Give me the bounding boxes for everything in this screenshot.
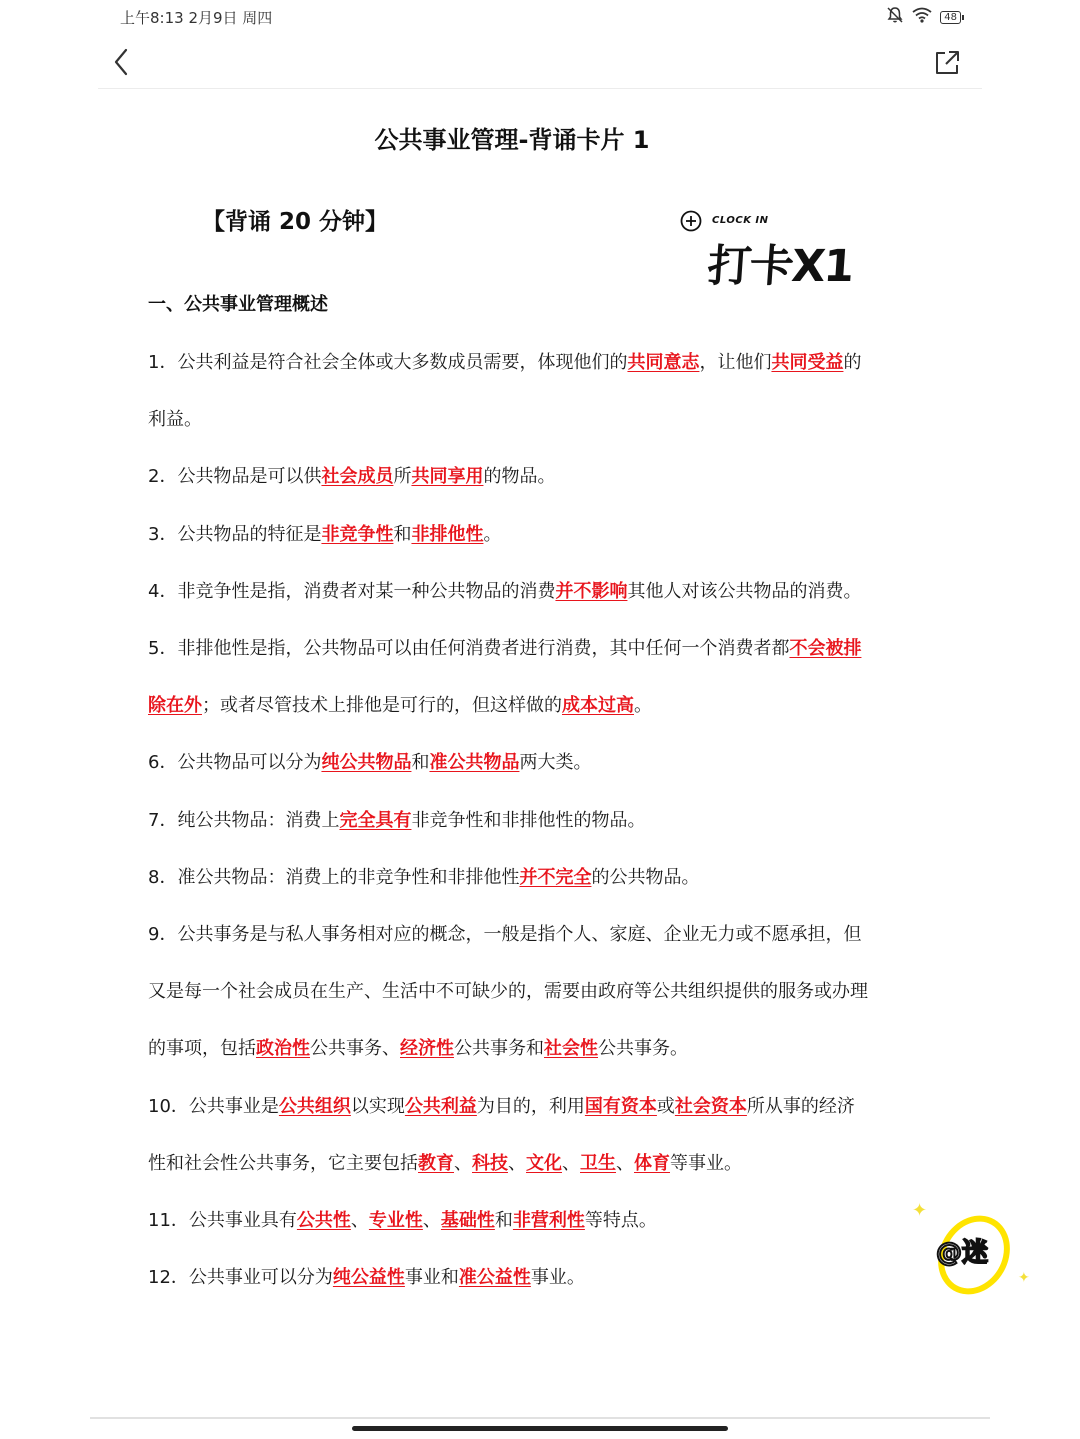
text-segment: 、 xyxy=(422,1210,441,1231)
text-line xyxy=(148,863,699,889)
text-segment: 非竞争性和非排他性的物品。 xyxy=(411,809,646,831)
highlight-term: 除在外 xyxy=(148,695,202,717)
text-segment: 和 xyxy=(393,523,412,545)
text-segment: 等事业。 xyxy=(670,1152,742,1174)
highlight-term: 非排他性 xyxy=(411,523,484,545)
text-line xyxy=(148,1206,657,1232)
text-line xyxy=(148,748,591,774)
text-segment: 两大类。 xyxy=(519,752,592,774)
sparkle-icon: ✦ xyxy=(912,1200,928,1221)
text-segment: 性和社会性公共事务，它主要包括 xyxy=(148,1152,418,1174)
text-segment: 、 xyxy=(508,1152,526,1174)
text-segment: 。 xyxy=(634,695,652,717)
text-segment: 的 xyxy=(843,352,862,373)
text-line xyxy=(148,634,861,660)
highlight-term: 教育 xyxy=(418,1152,454,1174)
bottom-divider xyxy=(90,1417,990,1419)
text-line xyxy=(148,691,652,717)
text-segment: 8．准公共物品：消费上的非竞争性和非排他性 xyxy=(148,866,520,888)
study-duration: 【背诵 20 分钟】 xyxy=(202,209,389,235)
text-segment: 、 xyxy=(454,1152,472,1174)
highlight-term: 公共性 xyxy=(296,1210,351,1231)
text-segment: 其他人对该公共物品的消费。 xyxy=(627,580,862,602)
text-line xyxy=(148,577,861,603)
text-segment: ，让他们 xyxy=(699,352,772,373)
text-segment: 7．纯公共物品：消费上 xyxy=(148,809,340,831)
home-indicator[interactable] xyxy=(352,1426,728,1431)
text-segment: 事业和 xyxy=(404,1267,459,1289)
text-segment: 等特点。 xyxy=(584,1210,657,1231)
text-line xyxy=(148,920,861,946)
watermark-sticker xyxy=(910,1196,1040,1296)
text-segment: 1．公共利益是符合社会全体或大多数成员需要，体现他们的 xyxy=(148,352,628,373)
highlight-term: 并不完全 xyxy=(519,866,592,888)
highlight-term: 共同受益 xyxy=(771,352,844,373)
highlight-term: 并不影响 xyxy=(555,580,628,602)
sparkle-icon: ✦ xyxy=(1018,1270,1030,1286)
text-line xyxy=(148,1149,742,1175)
text-line xyxy=(148,806,645,832)
highlight-term: 体育 xyxy=(634,1152,670,1174)
text-segment: 和 xyxy=(494,1210,513,1231)
text-segment: 3．公共物品的特征是 xyxy=(148,523,322,545)
text-segment: 10．公共事业是 xyxy=(148,1095,279,1117)
highlight-term: 政治性 xyxy=(256,1038,310,1060)
highlight-term: 专业性 xyxy=(368,1210,423,1231)
text-segment: 或 xyxy=(656,1095,675,1117)
highlight-term: 经济性 xyxy=(400,1038,454,1060)
text-segment: 9．公共事务是与私人事务相对应的概念，一般是指个人、家庭、企业无力或不愿承担，但 xyxy=(148,924,862,945)
status-time: 上午8:13 2月9日 周四 xyxy=(120,9,273,27)
highlight-term: 共同享用 xyxy=(411,466,484,488)
section-heading: 一、公共事业管理概述 xyxy=(148,294,328,315)
highlight-term: 纯公共物品 xyxy=(321,752,412,774)
text-segment: 12．公共事业可以分为 xyxy=(148,1267,333,1289)
text-line xyxy=(148,977,868,1003)
page-title: 公共事业管理-背诵卡片 1 xyxy=(374,126,650,154)
daka-label: 打卡X1 xyxy=(705,241,855,292)
text-segment: 的物品。 xyxy=(483,466,556,488)
text-segment: 事业。 xyxy=(530,1267,585,1289)
text-line xyxy=(148,520,501,546)
highlight-term: 非竞争性 xyxy=(321,523,394,545)
text-line xyxy=(148,1092,855,1118)
clock-in-sticker xyxy=(676,206,856,292)
text-segment: 的公共物品。 xyxy=(591,866,700,888)
highlight-term: 社会性 xyxy=(544,1038,598,1060)
highlight-term: 公共利益 xyxy=(404,1095,477,1117)
text-segment: 利益。 xyxy=(148,409,202,431)
highlight-term: 国有资本 xyxy=(584,1095,657,1117)
highlight-term: 不会被排 xyxy=(789,638,862,659)
text-segment: 又是每一个社会成员在生产、生活中不可缺少的，需要由政府等公共组织提供的服务或办理 xyxy=(148,981,868,1003)
highlight-term: 准公共物品 xyxy=(429,752,520,774)
text-segment: 公共事务和 xyxy=(454,1038,544,1060)
highlight-term: 基础性 xyxy=(440,1210,495,1231)
text-segment: 2．公共物品是可以供 xyxy=(148,466,322,488)
text-segment: 和 xyxy=(411,752,430,774)
text-segment: ；或者尽管技术上排他是可行的，但这样做的 xyxy=(202,695,562,717)
highlight-term: 非营利性 xyxy=(512,1210,585,1231)
highlight-term: 纯公益性 xyxy=(332,1267,405,1289)
watermark-label: @迷 xyxy=(936,1238,989,1268)
text-segment: 6．公共物品可以分为 xyxy=(148,752,322,774)
text-segment: 、 xyxy=(616,1152,634,1174)
text-line xyxy=(148,1034,688,1060)
text-segment: 5．非排他性是指，公共物品可以由任何消费者进行消费，其中任何一个消费者都 xyxy=(148,638,790,659)
text-segment: 公共事务、 xyxy=(310,1038,400,1060)
text-line xyxy=(148,348,861,374)
text-segment: 、 xyxy=(562,1152,580,1174)
plus-circle-icon xyxy=(680,210,702,232)
highlight-term: 公共组织 xyxy=(278,1095,351,1117)
text-line xyxy=(148,405,202,431)
text-segment: 以实现 xyxy=(350,1095,405,1117)
clock-in-label: CLOCK IN xyxy=(712,215,769,226)
highlight-term: 社会成员 xyxy=(321,466,394,488)
text-segment: 、 xyxy=(350,1210,369,1231)
highlight-term: 成本过高 xyxy=(562,695,634,717)
text-line xyxy=(148,1263,585,1289)
highlight-term: 科技 xyxy=(472,1152,508,1174)
highlight-term: 卫生 xyxy=(580,1152,616,1174)
highlight-term: 完全具有 xyxy=(339,809,412,831)
text-segment: 公共事务。 xyxy=(598,1038,688,1060)
text-segment: 所从事的经济 xyxy=(746,1095,855,1117)
battery-level: 48 xyxy=(940,11,961,24)
text-segment: 4．非竞争性是指，消费者对某一种公共物品的消费 xyxy=(148,580,556,602)
text-segment: 的事项，包括 xyxy=(148,1038,256,1060)
highlight-term: 共同意志 xyxy=(627,352,700,373)
text-segment: 。 xyxy=(483,523,502,545)
text-segment: 11．公共事业具有 xyxy=(148,1210,297,1231)
text-segment: 为目的，利用 xyxy=(476,1095,585,1117)
highlight-term: 准公益性 xyxy=(458,1267,531,1289)
highlight-term: 文化 xyxy=(526,1152,562,1174)
text-line xyxy=(148,462,555,488)
highlight-term: 社会资本 xyxy=(674,1095,747,1117)
text-segment: 所 xyxy=(393,466,412,488)
